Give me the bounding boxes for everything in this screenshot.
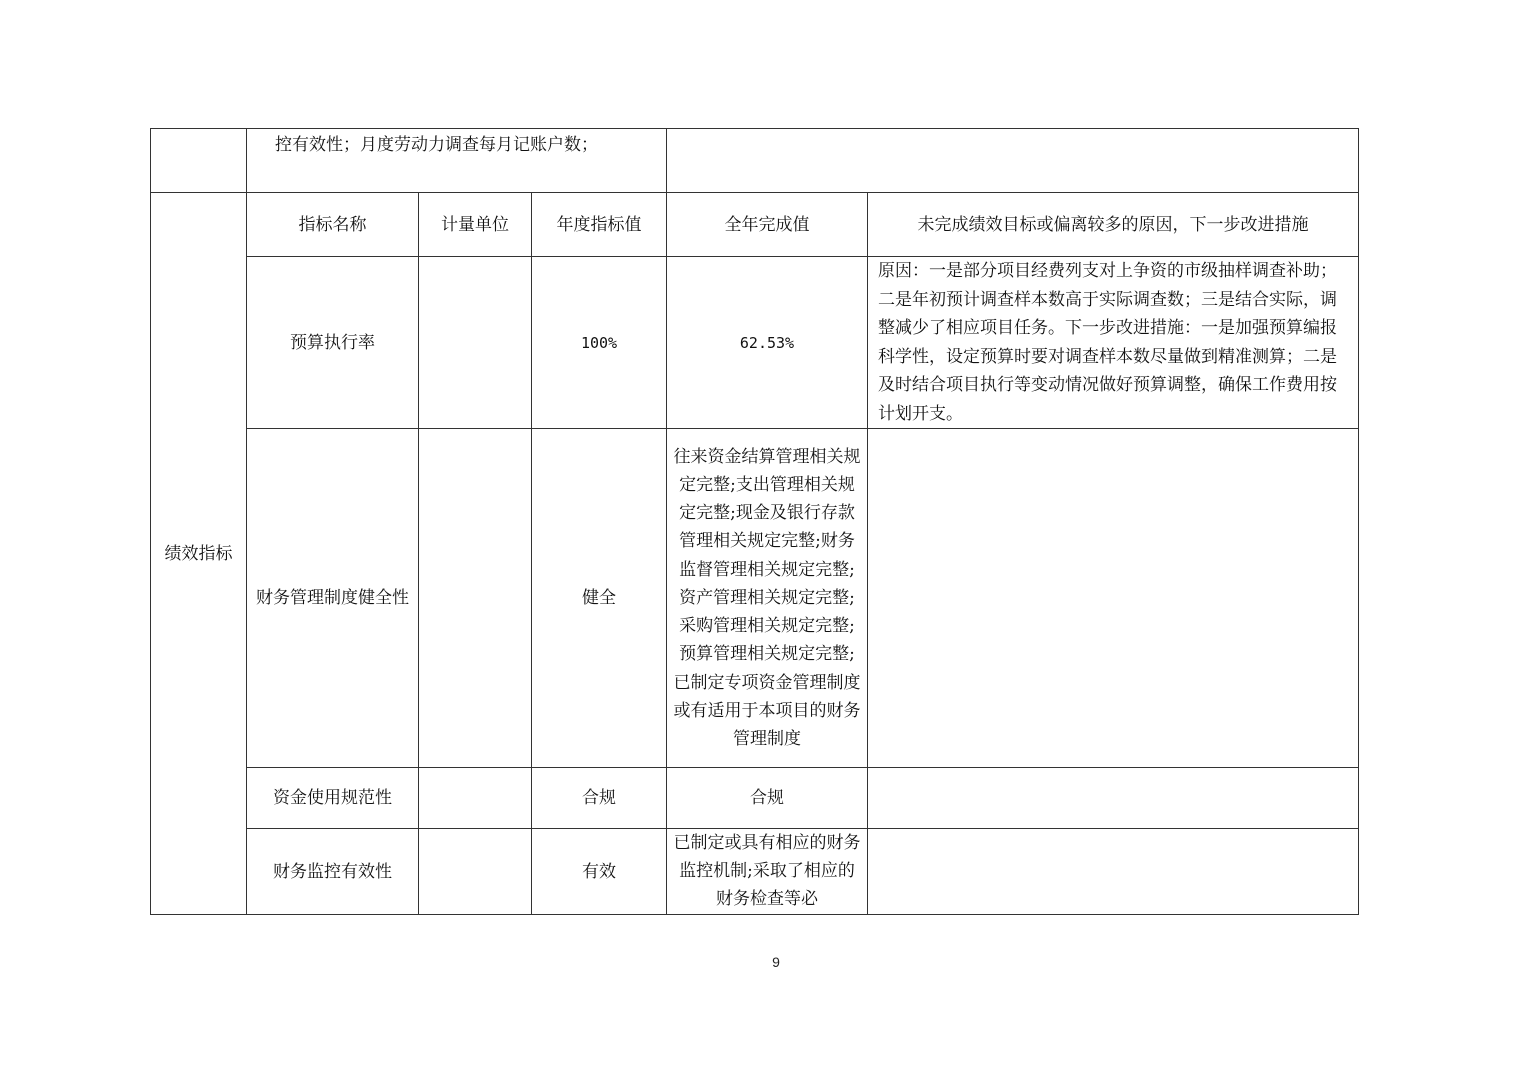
unit-cell — [419, 257, 532, 429]
annual-target-cell: 有效 — [532, 829, 667, 915]
unit-cell — [419, 429, 532, 768]
table-row — [151, 829, 1359, 915]
indicator-name-cell: 财务管理制度健全性 — [247, 429, 419, 768]
performance-indicator-table — [150, 128, 1359, 915]
annual-target-cell: 健全 — [532, 429, 667, 768]
table-row — [151, 429, 1359, 768]
continued-row-empty-cell — [667, 129, 1359, 193]
indicator-name-cell: 财务监控有效性 — [247, 829, 419, 915]
reason-cell — [868, 429, 1359, 768]
header-row — [151, 193, 1359, 257]
continued-row-label-cell — [151, 129, 247, 193]
continued-row — [151, 129, 1359, 193]
unit-cell — [419, 768, 532, 829]
header-annual-target: 年度指标值 — [532, 193, 667, 257]
unit-cell — [419, 829, 532, 915]
full-year-value-cell: 62.53% — [667, 257, 868, 429]
annual-target-cell: 100% — [532, 257, 667, 429]
section-label: 绩效指标 — [151, 193, 247, 915]
full-year-value-cell: 合规 — [667, 768, 868, 829]
full-year-value-cell: 往来资金结算管理相关规定完整;支出管理相关规定完整;现金及银行存款管理相关规定完整;财务监督管理相关规定完整;资产管理相关规定完整;采购管理相关规定完整;预算管理相关规定完整;已制定专项资金管理制度或有适用于本项目的财务管理制度 — [667, 429, 868, 768]
header-full-year-value: 全年完成值 — [667, 193, 868, 257]
page-number: 9 — [772, 954, 780, 970]
full-year-value-cell: 已制定或具有相应的财务监控机制;采取了相应的财务检查等必 — [667, 829, 868, 915]
table-row — [151, 257, 1359, 429]
reason-cell — [868, 768, 1359, 829]
indicator-name-cell: 预算执行率 — [247, 257, 419, 429]
header-reason: 未完成绩效目标或偏离较多的原因，下一步改进措施 — [868, 193, 1359, 257]
annual-target-cell: 合规 — [532, 768, 667, 829]
continued-row-text: 控有效性；月度劳动力调查每月记账户数； — [247, 129, 667, 193]
header-unit: 计量单位 — [419, 193, 532, 257]
reason-cell — [868, 829, 1359, 915]
table-row — [151, 768, 1359, 829]
header-indicator-name: 指标名称 — [247, 193, 419, 257]
reason-cell: 原因：一是部分项目经费列支对上争资的市级抽样调查补助；二是年初预计调查样本数高于实际调查数；三是结合实际，调整减少了相应项目任务。下一步改进措施：一是加强预算编报科学性，设定预算时要对调查样本数尽量做到精准测算；二是及时结合项目执行等变动情况做好预算调整，确保工作费用按计划开支。 — [868, 257, 1359, 429]
indicator-name-cell: 资金使用规范性 — [247, 768, 419, 829]
